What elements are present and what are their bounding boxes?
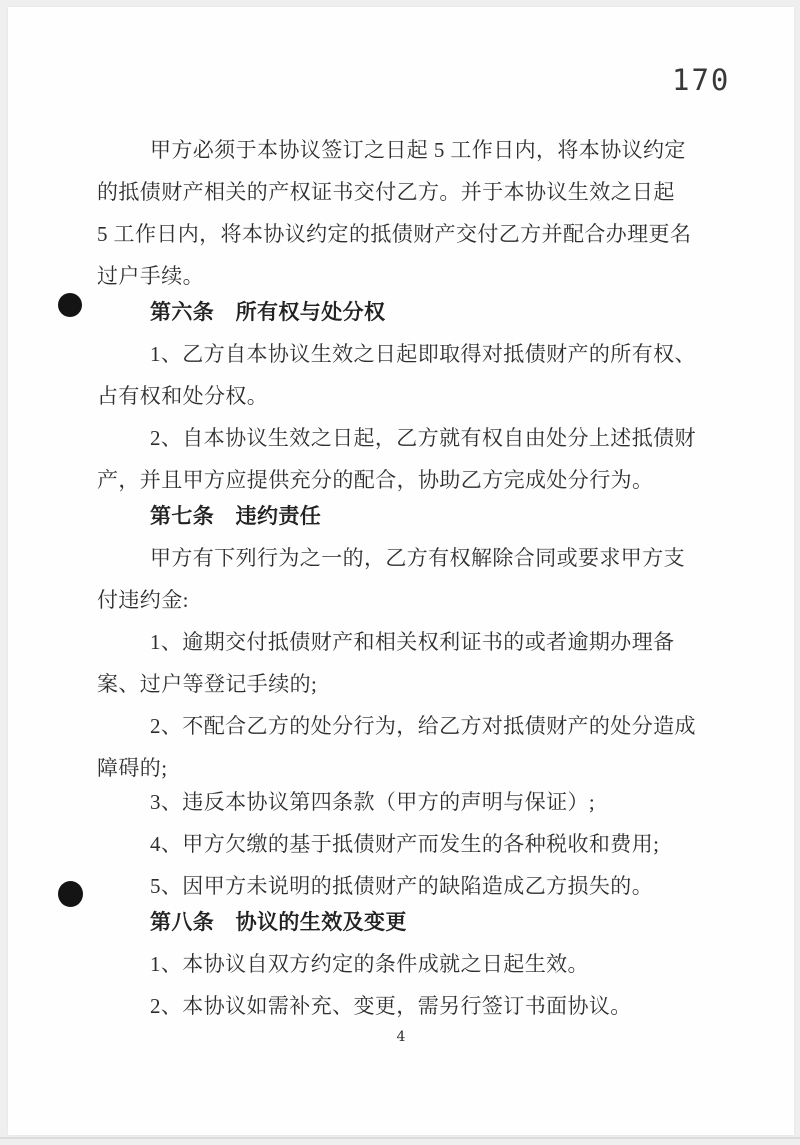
contract-text-body xyxy=(97,129,696,1027)
document-line: 占有权和处分权。 xyxy=(97,384,269,408)
document-line: 案、过户等登记手续的; xyxy=(97,672,318,696)
section-heading: 第七条 违约责任 xyxy=(150,504,322,528)
section-heading: 第八条 协议的生效及变更 xyxy=(150,910,407,934)
document-line: 的抵债财产相关的产权证书交付乙方。并于本协议生效之日起 xyxy=(97,180,675,204)
document-line: 5、因甲方未说明的抵债财产的缺陷造成乙方损失的。 xyxy=(150,874,654,898)
document-line: 产，并且甲方应提供充分的配合，协助乙方完成处分行为。 xyxy=(97,468,654,492)
document-line: 2、不配合乙方的处分行为，给乙方对抵债财产的处分造成 xyxy=(150,714,696,738)
document-line: 2、本协议如需补充、变更，需另行签订书面协议。 xyxy=(150,994,632,1018)
document-line: 1、逾期交付抵债财产和相关权利证书的或者逾期办理备 xyxy=(150,630,675,654)
stamped-page-number: 170 xyxy=(672,63,731,97)
section-heading: 第六条 所有权与处分权 xyxy=(150,300,386,324)
document-line: 4、甲方欠缴的基于抵债财产而发生的各种税收和费用; xyxy=(150,832,660,856)
document-line: 甲方必须于本协议签订之日起 5 工作日内，将本协议约定 xyxy=(150,138,686,162)
document-line: 3、违反本协议第四条款（甲方的声明与保证）; xyxy=(150,790,596,814)
document-line: 1、乙方自本协议生效之日起即取得对抵债财产的所有权、 xyxy=(150,342,696,366)
document-page xyxy=(8,7,794,1135)
scan-edge-divider xyxy=(0,1137,800,1139)
document-line: 2、自本协议生效之日起，乙方就有权自由处分上述抵债财 xyxy=(150,426,696,450)
footer-page-number: 4 xyxy=(396,1029,406,1045)
document-line: 1、本协议自双方约定的条件成就之日起生效。 xyxy=(150,952,589,976)
document-line: 过户手续。 xyxy=(97,264,204,288)
document-line: 5 工作日内，将本协议约定的抵债财产交付乙方并配合办理更名 xyxy=(97,222,692,246)
document-line: 甲方有下列行为之一的，乙方有权解除合同或要求甲方支 xyxy=(150,546,685,570)
hole-punch-mark-icon xyxy=(58,881,83,907)
hole-punch-mark-icon xyxy=(58,293,82,317)
document-line: 付违约金: xyxy=(97,588,189,612)
document-line: 障碍的; xyxy=(97,756,168,780)
